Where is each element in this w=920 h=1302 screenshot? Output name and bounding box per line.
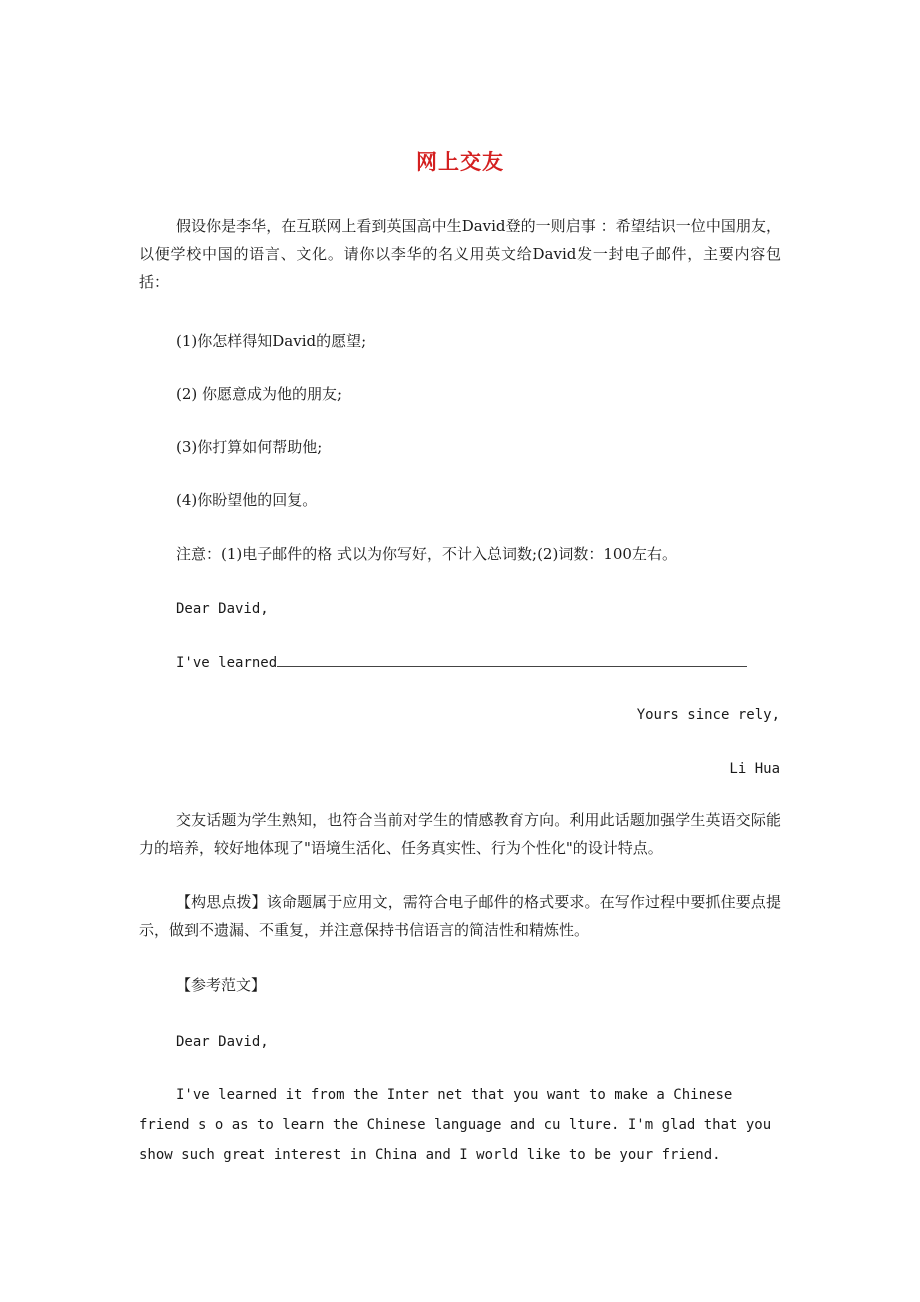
letter-opening: I've learned [176,655,278,671]
point-4: (4)你盼望他的回复。 [176,491,318,509]
point-3: (3)你打算如何帮助他; [176,438,323,456]
tips-paragraph: 【构思点拨】该命题属于应用文，需符合电子邮件的格式要求。在写作过程中要抓住要点提示，做到不遗漏、不重复，并注意保持书信语言的简洁性和精炼性。 [139,893,781,939]
note-line: 注意：(1)电子邮件的格 式以为你写好，不计入总词数;(2)词数：100左右。 [176,545,677,563]
letter-opening-line [176,652,747,673]
page-title: 网上交友 [416,149,504,174]
sample-body: I've learned it from the Inter net that you want to make a Chinese friend s o as to learn the Chinese language and cu lture. I'm glad that you show such great interest in China and I world like to be your friend. [139,1087,772,1163]
letter-greeting: Dear David, [176,601,269,617]
point-1: (1)你怎样得知David的愿望; [176,332,367,350]
intro-paragraph: 假设你是李华，在互联网上看到英国高中生David登的一则启事 ：希望结识一位中国朋友，以便学校中国的语言、文化。请你以李华的名义用英文给David发一封电子邮件，主要内容包括： [139,217,781,291]
sample-heading: 【参考范文】 [176,976,267,994]
point-2: (2) 你愿意成为他的朋友; [176,385,343,403]
answer-blank [277,652,747,667]
letter-signature: Li Hua [729,761,780,777]
analysis-paragraph: 交友话题为学生熟知，也符合当前对学生的情感教育方向。利用此话题加强学生英语交际能力的培养，较好地体现了"语境生活化、任务真实性、行为个性化"的设计特点。 [139,811,781,857]
letter-closing: Yours since rely, [636,707,780,723]
sample-greeting: Dear David, [176,1034,269,1050]
